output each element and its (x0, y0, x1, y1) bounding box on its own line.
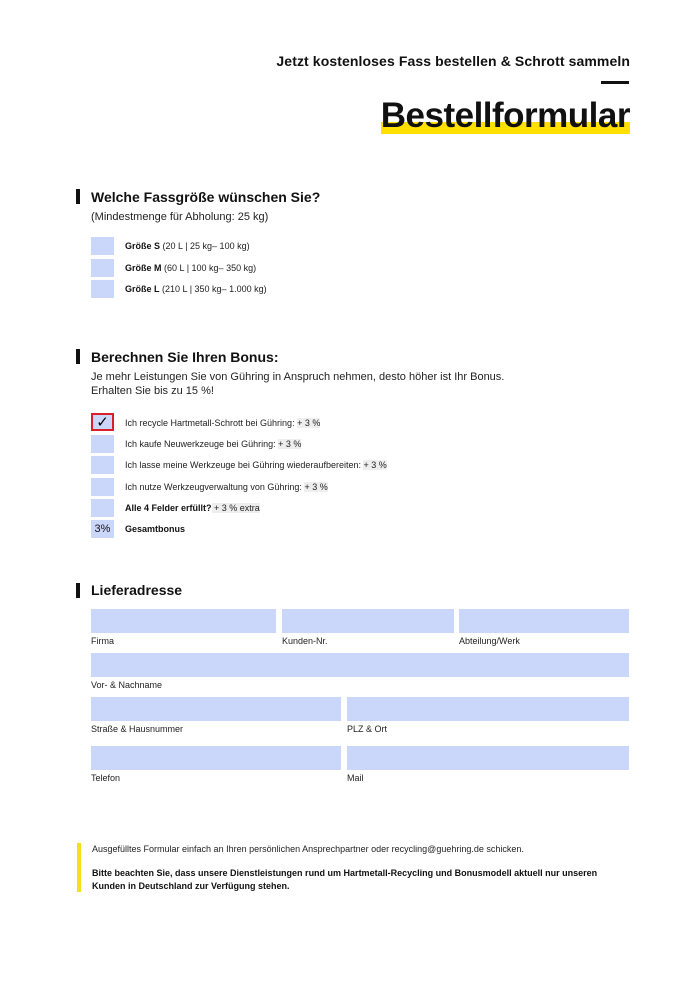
bonus-tool-management-value: + 3 % (304, 482, 328, 492)
size-s-detail: (20 L | 25 kg– 100 kg) (160, 241, 250, 251)
bonus-all-fields-label (125, 503, 260, 513)
name-input[interactable] (91, 653, 629, 677)
bonus-recycle-label (125, 418, 320, 428)
kunden-nr-input[interactable] (282, 609, 454, 633)
availability-notice: Bitte beachten Sie, dass unsere Dienstleistungen rund um Hartmetall-Recycling und Bonusmodell aktuell nur unseren Kunden in Deutschland zur Verfügung stehen. (92, 868, 598, 891)
bonus-new-tools-label (125, 439, 301, 449)
bonus-recycle-checkbox[interactable] (91, 413, 114, 431)
size-l-checkbox[interactable] (91, 280, 114, 298)
note-accent-bar (77, 843, 81, 892)
section-marker (76, 349, 80, 364)
bonus-all-fields-value: + 3 % extra (211, 503, 260, 513)
mail-label: Mail (347, 773, 364, 783)
size-l-name: Größe L (125, 284, 160, 294)
size-s-name: Größe S (125, 241, 161, 251)
bonus-regrind-text: Ich lasse meine Werkzeuge bei Gühring wiederaufbereiten: (125, 460, 364, 470)
size-l-label (125, 284, 267, 294)
bonus-heading: Berechnen Sie Ihren Bonus: (91, 349, 279, 365)
total-bonus-label (125, 524, 185, 534)
bonus-tool-management-label (125, 482, 328, 492)
size-m-checkbox[interactable] (91, 259, 114, 277)
size-m-label (125, 263, 256, 273)
size-subtext: (Mindestmenge für Abholung: 25 kg) (91, 211, 269, 223)
size-s-label (125, 241, 250, 251)
bonus-line-2: Erhalten Sie bis zu 15 %! (91, 385, 214, 397)
size-heading: Welche Fassgröße wünschen Sie? (91, 189, 321, 205)
section-marker (76, 189, 80, 204)
bonus-new-tools-value: + 3 % (278, 439, 302, 449)
strasse-input[interactable] (91, 697, 341, 721)
page-subtitle: Jetzt kostenloses Fass bestellen & Schrott sammeln (276, 53, 630, 69)
page-title: Bestellformular (380, 96, 630, 135)
abteilung-input[interactable] (459, 609, 629, 633)
size-s-checkbox[interactable] (91, 237, 114, 255)
kunden-nr-label: Kunden-Nr. (282, 636, 328, 646)
checkmark-icon: ✓ (96, 414, 109, 431)
total-bonus-field[interactable]: 3% (91, 520, 114, 538)
telefon-label: Telefon (91, 773, 121, 783)
size-m-detail: (60 L | 100 kg– 350 kg) (161, 263, 257, 273)
address-heading: Lieferadresse (91, 582, 183, 598)
firma-input[interactable] (91, 609, 276, 633)
bonus-line-1: Je mehr Leistungen Sie von Gühring in Anspruch nehmen, desto höher ist Ihr Bonus. (91, 371, 505, 383)
total-bonus-text: Gesamtbonus (125, 524, 186, 534)
telefon-input[interactable] (91, 746, 341, 770)
header-dash-divider (601, 81, 629, 84)
bonus-tool-management-text: Ich nutze Werkzeugverwaltung von Gühring: (125, 482, 305, 492)
mail-input[interactable] (347, 746, 629, 770)
bonus-all-fields-checkbox[interactable] (91, 499, 114, 517)
abteilung-label: Abteilung/Werk (459, 636, 520, 646)
bonus-new-tools-checkbox[interactable] (91, 435, 114, 453)
firma-label: Firma (91, 636, 114, 646)
bonus-regrind-checkbox[interactable] (91, 456, 114, 474)
bonus-new-tools-text: Ich kaufe Neuwerkzeuge bei Gühring: (125, 439, 279, 449)
bonus-tool-management-checkbox[interactable] (91, 478, 114, 496)
plz-ort-label: PLZ & Ort (347, 724, 388, 734)
bonus-recycle-text: Ich recycle Hartmetall-Schrott bei Gühring: (125, 418, 298, 428)
bonus-regrind-value: + 3 % (363, 460, 387, 470)
section-marker (76, 583, 80, 598)
page-title-wrap (381, 96, 630, 136)
bonus-all-fields-text: Alle 4 Felder erfüllt? (125, 503, 212, 513)
size-m-name: Größe M (125, 263, 162, 273)
strasse-label: Straße & Hausnummer (91, 724, 184, 734)
plz-ort-input[interactable] (347, 697, 629, 721)
bonus-recycle-value: + 3 % (297, 418, 321, 428)
name-label: Vor- & Nachname (91, 680, 163, 690)
bonus-regrind-label (125, 460, 387, 470)
submit-note: Ausgefülltes Formular einfach an Ihren persönlichen Ansprechpartner oder recycling@guehring.de schicken. (92, 844, 524, 854)
size-l-detail: (210 L | 350 kg– 1.000 kg) (159, 284, 267, 294)
